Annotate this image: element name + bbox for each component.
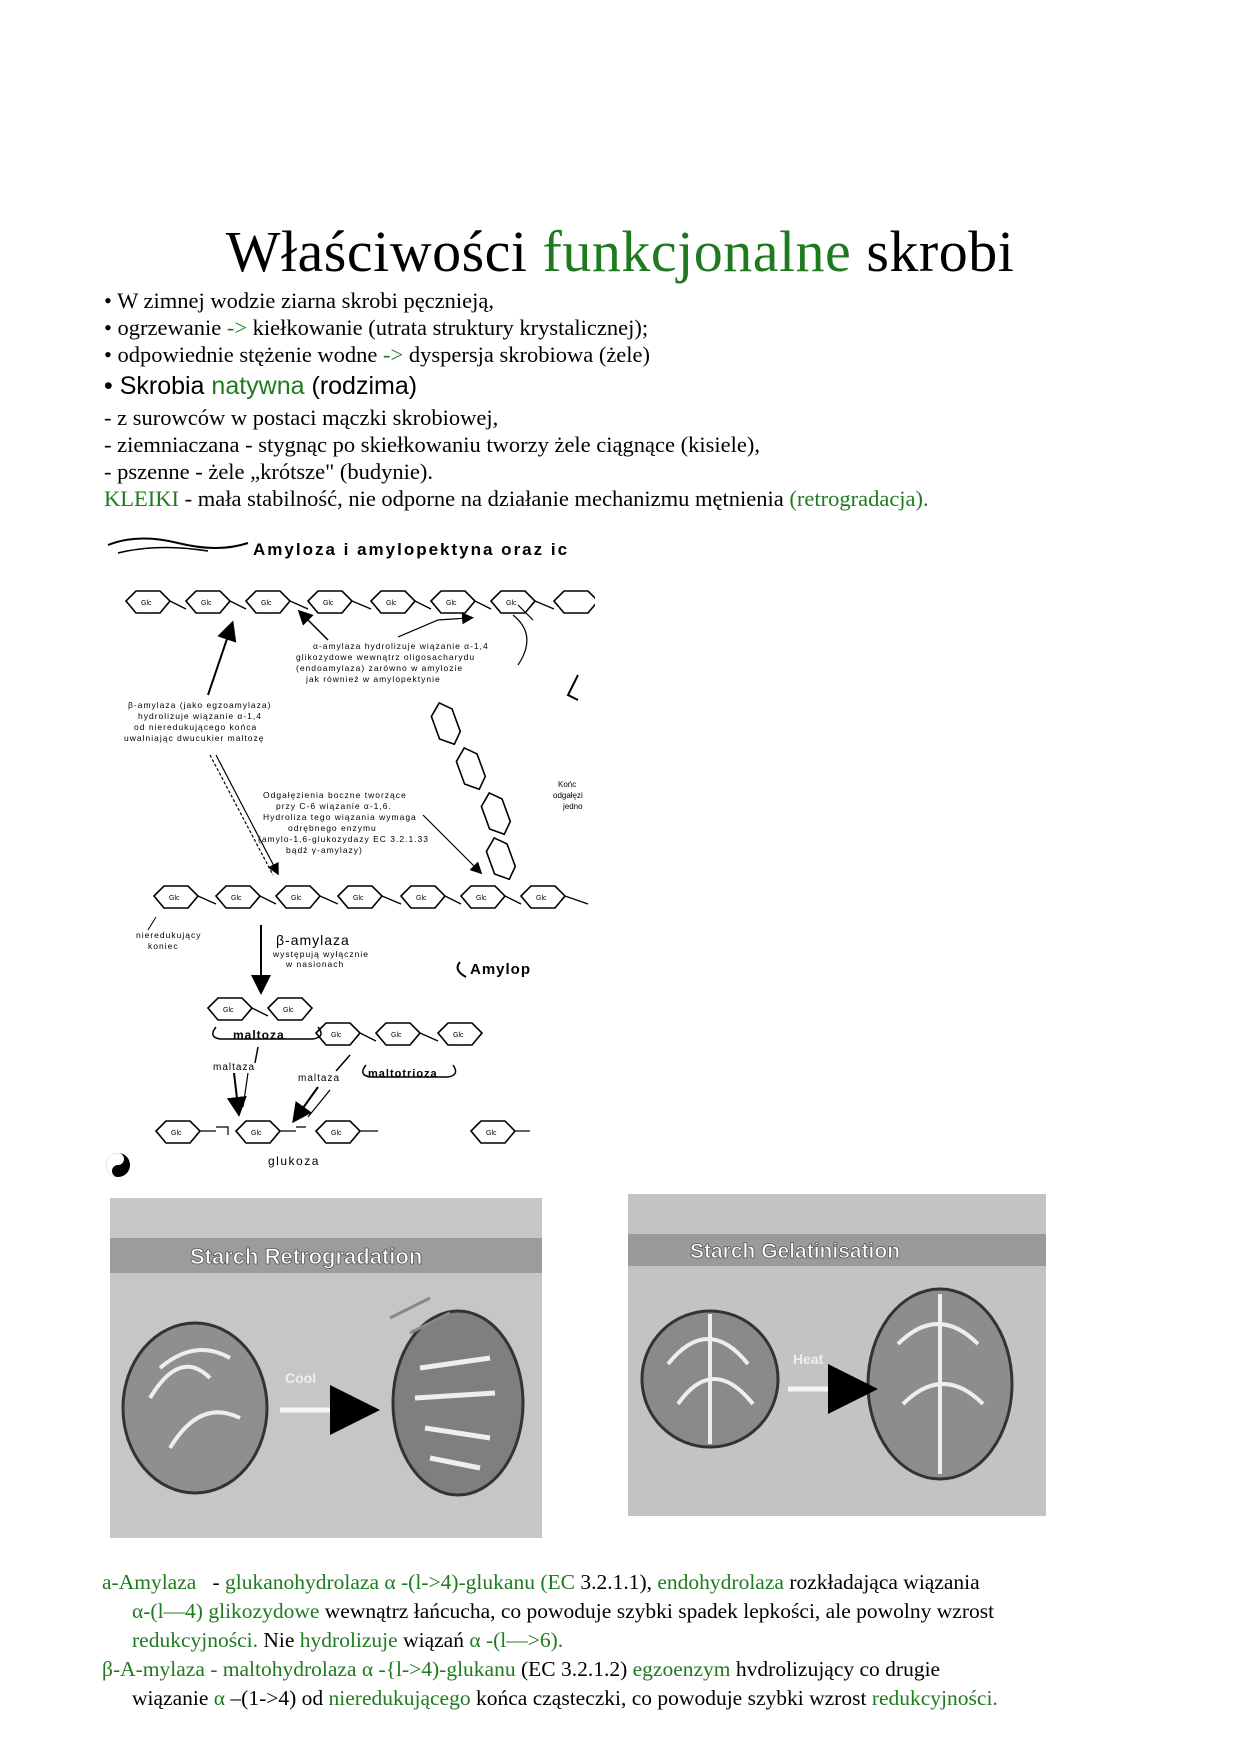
cool-label: Cool: [285, 1370, 317, 1386]
intro-3b: ->: [383, 342, 404, 367]
right-note-3: jedno: [563, 802, 583, 811]
intro-8b: - mała stabilność, nie odporne na działanie mechanizmu mętnienia: [178, 486, 790, 511]
maltaza-2: maltaza: [298, 1073, 341, 1084]
heat-label: Heat: [793, 1351, 824, 1367]
intro-4b: natywna: [211, 372, 305, 400]
right-note-2: odgałęzi: [553, 791, 583, 800]
p2-f: α: [213, 1686, 226, 1710]
intro-8c: (retrogradacja).: [789, 486, 929, 511]
glc-label: Glc: [291, 895, 302, 902]
glc-label: Glc: [171, 1130, 182, 1137]
glc-label: Glc: [416, 895, 427, 902]
beta-note-1: β-amylaza (jako egzoamylaza): [128, 700, 272, 710]
swoosh-2: [118, 547, 208, 553]
nonreducing-1: nieredukujący: [136, 930, 202, 940]
p2-j: redukcyjności.: [871, 1686, 998, 1710]
right-note-1: Końc: [558, 780, 577, 789]
retrogradation-svg: [110, 1198, 542, 1538]
glc-label: Glc: [323, 600, 334, 607]
intro-line-5: - z surowców w postaci mączki skrobiowej,: [104, 405, 499, 430]
intro-line-7: - pszenne - żele „krótsze" (budynie).: [104, 459, 434, 484]
alpha-amylase-paragraph: [102, 1568, 1142, 1655]
p1-g: α-(l—4) glikozydowe: [132, 1599, 320, 1623]
p2-e: wiązanie: [132, 1686, 214, 1710]
page-title: [0, 218, 1240, 285]
p2-h: nieredukującego: [328, 1686, 471, 1710]
beta-amylase-label: β-amylaza: [276, 932, 350, 948]
p1-a: a-Amylaza: [102, 1570, 197, 1594]
p2-d: hvdrolizujący co drugie: [730, 1657, 941, 1681]
glc-label: Glc: [169, 895, 180, 902]
amylop-label: Amylop: [470, 961, 532, 978]
alpha-note-4: jak również w amylopektynie: [306, 674, 441, 684]
glc-label: Glc: [506, 600, 517, 607]
alpha-note-2: glikozydowe wewnątrz oligosacharydu: [296, 652, 476, 662]
glc-label: Glc: [251, 1130, 262, 1137]
starch-diagram: [98, 525, 595, 1190]
branch-note-2: przy C-6 wiązanie α-1,6.: [276, 801, 392, 811]
p1-l: wiązań: [397, 1628, 470, 1652]
alpha-note-3: (endoamylaza) zarówno w amylozie: [296, 663, 464, 673]
glukoza-label: glukoza: [268, 1154, 320, 1168]
intro-2a: • ogrzewanie: [104, 315, 227, 340]
glc-label: Glc: [223, 1007, 234, 1014]
beta-sub-2: w nasionach: [286, 959, 345, 969]
p1-d: 3.2.1.1),: [574, 1570, 658, 1594]
gelatinisation-svg: [628, 1194, 1046, 1516]
p1-line-3: [102, 1626, 1142, 1655]
branch-note-1: Odgałęzienia boczne tworzące: [263, 790, 407, 800]
p2-i: końca cząsteczki, co powoduje szybki wzrost: [470, 1686, 872, 1710]
branch-note-4: odrębnego enzymu: [288, 823, 377, 833]
p2-c: egzoenzym: [632, 1657, 731, 1681]
alpha-note-1: α-amylaza hydrolizuje wiązanie α-1,4: [313, 641, 489, 651]
gelatinisation-photo: [628, 1194, 1046, 1516]
intro-4c: (rodzima): [304, 372, 418, 400]
glc-label: Glc: [141, 600, 152, 607]
top-chain: [126, 591, 595, 613]
maltoza-box: maltoza: [233, 1028, 285, 1042]
title-part-3: skrobi: [851, 219, 1015, 284]
beta-note-3: od nieredukującego końca: [134, 722, 258, 732]
p1-h: wewnątrz łańcucha, co powoduje szybki spadek lepkości, ale powolny wzrost: [319, 1599, 995, 1623]
diagram-header: Amyloza i amylopektyna oraz ic: [253, 540, 570, 559]
p1-line-2: [102, 1597, 1142, 1626]
branch-note-5: (amylo-1,6-glukozydazy EC 3.2.1.33: [258, 834, 430, 844]
glc-label: Glc: [476, 895, 487, 902]
glc-label: Glc: [386, 600, 397, 607]
glc-label: Glc: [201, 600, 212, 607]
gelatinisation-title: Starch Gelatinisation: [690, 1240, 901, 1263]
p1-m: α -(l—>6).: [469, 1628, 564, 1652]
glc-label: Glc: [331, 1130, 342, 1137]
retrogradation-photo: [110, 1198, 542, 1538]
p1-j: Nie: [257, 1628, 300, 1652]
intro-line-6: - ziemniaczana - stygnąc po skiełkowaniu tworzy żele ciągnące (kisiele),: [104, 432, 760, 457]
p2-b: (EC 3.2.1.2): [515, 1657, 633, 1681]
p2-line-2: [102, 1684, 1142, 1713]
glc-label: Glc: [391, 1032, 402, 1039]
glc-label: Glc: [536, 895, 547, 902]
glc-label: Glc: [261, 600, 272, 607]
beta-note-4: uwalniając dwucukier maltozę: [124, 733, 265, 743]
glc-label: Glc: [283, 1007, 294, 1014]
title-part-1: Właściwości: [225, 219, 543, 284]
p1-f: rozkładająca wiązania: [783, 1570, 980, 1594]
branch-note-3: Hydroliza tego wiązania wymaga: [263, 812, 417, 822]
intro-line-2: [104, 315, 648, 341]
intro-line-8: [104, 486, 929, 512]
intro-line-4: [104, 372, 417, 401]
branch-note-6: bądź γ-amylazy): [286, 845, 363, 855]
glc-label: Glc: [446, 600, 457, 607]
beta-note-2: hydrolizuje wiązanie α-1,4: [138, 711, 262, 721]
p1-b: -: [196, 1570, 225, 1594]
granule-left-2: [393, 1311, 523, 1495]
intro-2c: kiełkowanie (utrata struktury krystalicznej);: [247, 315, 649, 340]
p1-e: endohydrolaza: [657, 1570, 784, 1594]
p1-k: hydrolizuje: [299, 1628, 398, 1652]
intro-line-1: • W zimnej wodzie ziarna skrobi pęcznieją,: [104, 288, 495, 313]
glc-label: Glc: [453, 1032, 464, 1039]
beta-amylase-paragraph: [102, 1655, 1142, 1713]
intro-line-3: [104, 342, 650, 368]
maltotrioza-box: maltotrioza: [368, 1068, 438, 1080]
glc-label: Glc: [231, 895, 242, 902]
p2-g: –(1->4) od: [225, 1686, 329, 1710]
p1-c: glukanohydrolaza α -(l->4)-glukanu (EC: [224, 1570, 575, 1594]
glc-label: Glc: [486, 1130, 497, 1137]
p1-i: redukcyjności.: [132, 1628, 258, 1652]
beta-sub-1: występują wyłącznie: [273, 949, 370, 959]
p2-a: β-A-mylaza - maltohydrolaza α -{l->4)-glukanu: [102, 1657, 516, 1681]
intro-3c: dyspersja skrobiowa (żele): [403, 342, 651, 367]
swoosh-1: [108, 538, 248, 548]
intro-2b: ->: [226, 315, 248, 340]
title-part-2: funkcjonalne: [542, 219, 852, 284]
starch-diagram-svg: [98, 525, 595, 1190]
intro-4a: • Skrobia: [104, 372, 212, 400]
middle-chain: [154, 886, 588, 908]
intro-8a: KLEIKI: [104, 486, 179, 511]
intro-3a: • odpowiednie stężenie wodne: [104, 342, 384, 367]
nonreducing-2: koniec: [148, 941, 179, 951]
retrogradation-title: Starch Retrogradation: [190, 1244, 423, 1269]
glc-label: Glc: [331, 1032, 342, 1039]
maltaza-1: maltaza: [213, 1062, 256, 1073]
glc-label: Glc: [353, 895, 364, 902]
